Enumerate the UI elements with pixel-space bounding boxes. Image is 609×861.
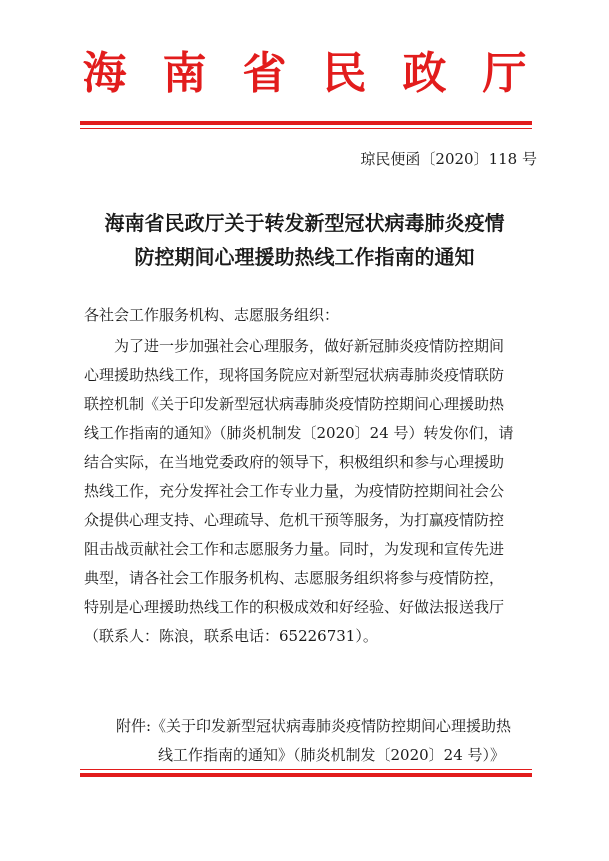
salutation: 各社会工作服务机构、志愿服务组织： <box>84 306 340 324</box>
footer-rule-thin <box>80 769 532 770</box>
body-paragraph <box>84 332 526 651</box>
header-rule-thin <box>80 128 532 129</box>
footer-rule-thick <box>80 773 532 777</box>
title-line: 防控期间心理援助热线工作指南的通知 <box>134 245 475 269</box>
attachment-line: 线工作指南的通知》（肺炎机制发〔2020〕24 号）》 <box>158 746 506 764</box>
body-line: 线工作指南的通知》（肺炎机制发〔2020〕24 号）转发你们，请 <box>84 424 514 442</box>
body-line: 众提供心理支持、心理疏导、危机干预等服务，为打赢疫情防控 <box>84 511 505 529</box>
body-line: 结合实际，在当地党委政府的领导下，积极组织和参与心理援助 <box>84 453 505 471</box>
body-line: 特别是心理援助热线工作的积极成效和好经验、好做法报送我厅 <box>84 598 505 616</box>
issuer-masthead: 海南省民政厅 <box>82 48 563 99</box>
body-line: 热线工作，充分发挥社会工作专业力量，为疫情防控期间社会公 <box>84 482 505 500</box>
title-line: 海南省民政厅关于转发新型冠状病毒肺炎疫情 <box>104 211 505 235</box>
document-title <box>60 206 549 274</box>
body-line: （联系人：陈浪，联系电话：65226731）。 <box>84 627 378 645</box>
header-rule-thick <box>80 121 532 125</box>
attachment-note <box>116 712 511 770</box>
body-line: 心理援助热线工作，现将国务院应对新型冠状病毒肺炎疫情联防 <box>84 366 505 384</box>
document-number: 琼民便函〔2020〕118 号 <box>360 150 537 168</box>
body-line: 阻击战贡献社会工作和志愿服务力量。同时，为发现和宣传先进 <box>84 540 505 558</box>
body-line: 联控机制《关于印发新型冠状病毒肺炎疫情防控期间心理援助热 <box>84 395 505 413</box>
body-line: 为了进一步加强社会心理服务，做好新冠肺炎疫情防控期间 <box>84 337 505 355</box>
attachment-line: 附件:《关于印发新型冠状病毒肺炎疫情防控期间心理援助热 <box>116 717 512 735</box>
body-line: 典型，请各社会工作服务机构、志愿服务组织将参与疫情防控， <box>84 569 505 587</box>
